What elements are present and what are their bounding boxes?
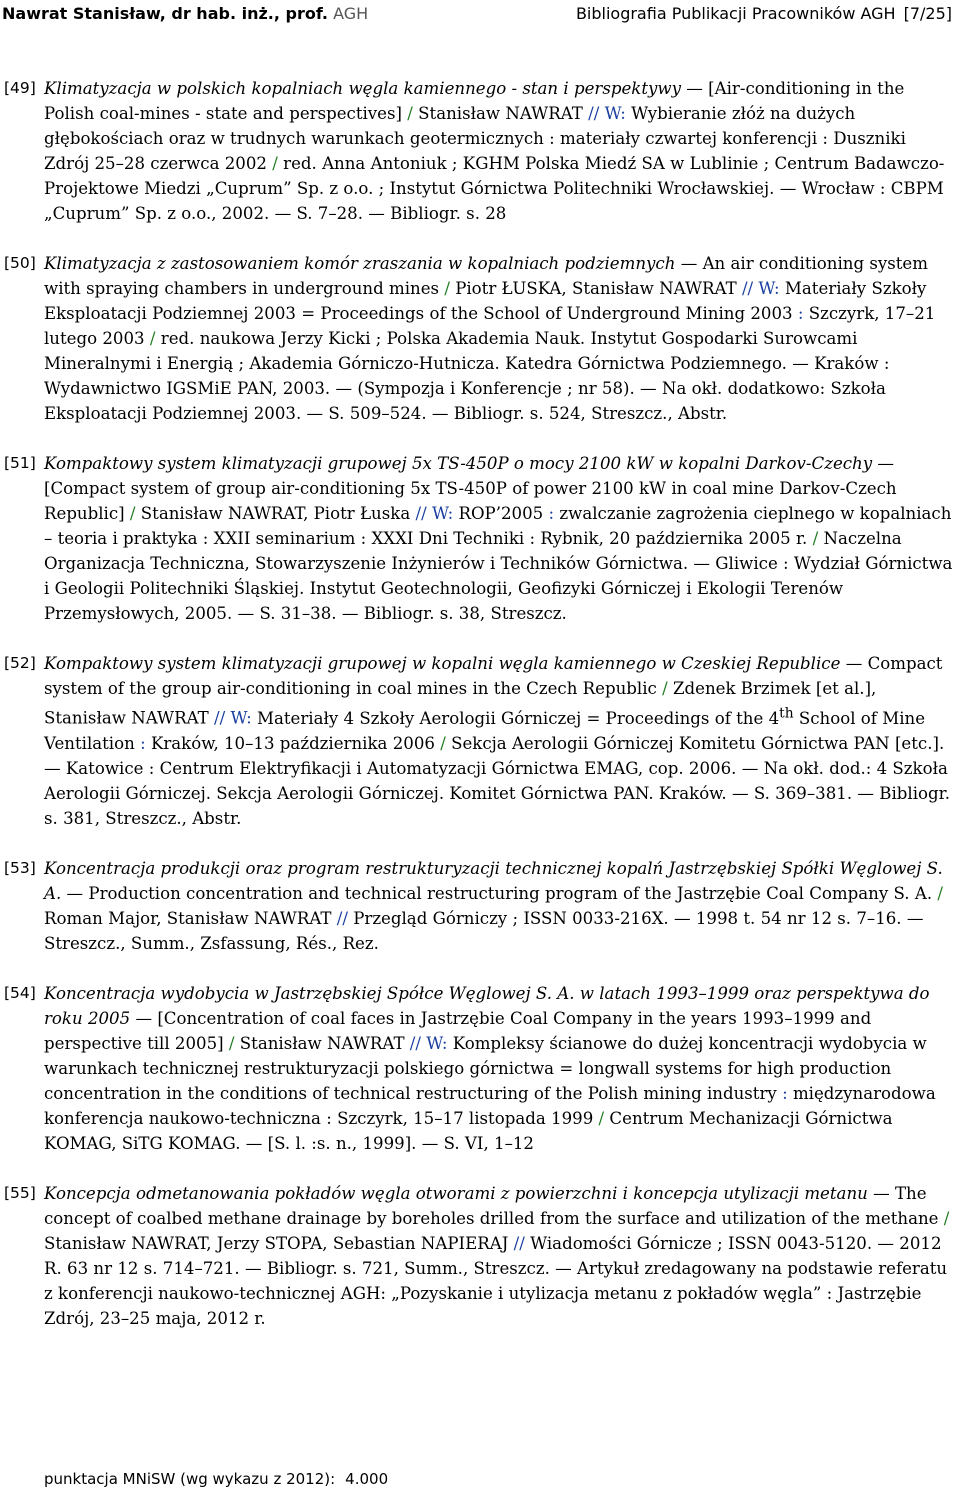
entry-in-separator: // W:: [741, 279, 780, 298]
entry-pages: S. 31–38.: [259, 604, 337, 623]
entry-dash: —: [857, 783, 874, 803]
entry-number: [52]: [4, 654, 36, 672]
entry-colon: :: [782, 1083, 788, 1103]
entry-title: Kompaktowy system klimatyzacji grupowej 5x TS-450P o mocy 2100 kW w kopalni Darkov-Czechy: [44, 454, 873, 473]
entry-notes: Streszcz., Summ., Zsfassung, Rés., Rez.: [44, 933, 379, 953]
entry-colon: :: [140, 733, 146, 753]
entry-dash: —: [555, 1258, 572, 1278]
page-header: [0, 4, 960, 32]
entry-dash: —: [341, 604, 359, 623]
entry-dash: —: [237, 604, 255, 623]
entry-notes: Bibliogr. s. 721, Summ., Streszcz.: [266, 1258, 550, 1278]
entry-number: [53]: [4, 858, 36, 877]
entry-slash: /: [407, 104, 413, 123]
entry-dash: —: [845, 654, 863, 673]
entry-number: [50]: [4, 254, 36, 272]
entry-series: (Sympozja i Konferencje ; nr 58).: [357, 379, 635, 398]
entry-source: Przegląd Górniczy ; ISSN 0033-216X.: [353, 908, 669, 928]
entry-in-separator: //: [336, 908, 348, 928]
entry-colon: :: [548, 504, 555, 523]
score-value: 4.000: [345, 1470, 389, 1488]
entry-dash: —: [680, 254, 698, 273]
entry-dash: —: [66, 883, 84, 903]
entry-source: ROP’2005: [458, 504, 544, 523]
entry-dash: —: [245, 1133, 263, 1153]
entry-dash: —: [741, 758, 759, 778]
entry-volume: 1998 t. 54 nr 12 s. 7–16.: [695, 908, 902, 928]
entry-note: Artykuł zredagowany na podstawie referatu z konferencji naukowo-technicznej AGH: „Pozyskanie i utylizacja metanu z pokładów węgla” : Jastrzębie Zdrój, 23–25 maja, 2012 r.: [44, 1258, 948, 1328]
entry-number: [55]: [4, 1183, 36, 1202]
bibliography-entry-52: [0, 651, 960, 831]
entry-editors: red. Anna Antoniuk ; KGHM Polska Miedź SA w Lublinie ; Centrum Badawczo-Projektowe Miedzi „Cuprum” Sp. z o.o. ; Instytut Górnictwa Politechniki Wrocławskiej.: [44, 154, 945, 198]
entry-dash: —: [306, 404, 324, 423]
entry-dash: —: [335, 379, 353, 398]
entry-editors: Sekcja Aerologii Górniczej Komitetu Górnictwa PAN [etc.].: [451, 733, 945, 753]
entry-dash: —: [244, 1258, 262, 1278]
entry-translation: Compact system of the group air-conditioning in coal mines in the Czech Republic: [44, 654, 943, 698]
entry-dash: —: [640, 379, 657, 398]
entry-colon: :: [797, 304, 804, 323]
entry-place: Szczyrk, 17–21 lutego 2003: [44, 304, 936, 348]
entry-title: Klimatyzacja w polskich kopalniach węgla kamiennego - stan i perspektywy: [44, 79, 681, 98]
entry-notes: Bibliogr. s. 38, Streszcz.: [363, 604, 567, 623]
score-footer: [44, 1470, 388, 1488]
entry-in-separator: // W:: [415, 504, 454, 523]
entry-in-separator: // W:: [409, 1033, 448, 1053]
entry-slash: /: [598, 1108, 605, 1128]
entry-pages: S. 509–524.: [328, 404, 427, 423]
entry-dash: —: [274, 204, 292, 223]
entry-pages: S. VI, 1–12: [443, 1133, 534, 1153]
bibliography-entry-49: [0, 76, 960, 226]
entry-authors: Stanisław NAWRAT, Jerzy STOPA, Sebastian NAPIERAJ: [44, 1233, 509, 1253]
entry-dash: —: [135, 1008, 153, 1028]
entry-dash: —: [906, 908, 924, 928]
entry-translation: The concept of coalbed methane drainage by boreholes drilled from the surface and utilization of the methane: [44, 1183, 939, 1228]
author-heading: [2, 4, 368, 23]
entry-source: Wiadomości Górnicze ; ISSN 0043-5120.: [530, 1233, 873, 1253]
entry-title: Koncentracja wydobycia w Jastrzębskiej Spółce Węglowej S. A. w latach 1993–1999 oraz perspektywa do roku 2005: [44, 983, 930, 1028]
entry-source: Kompleksy ścianowe do dużej koncentracji wydobycia w warunkach technicznej restrukturyzacji polskiego górnictwa = longwall systems for high production concentration in the conditions of technical restructuring of the Polish mining industry: [44, 1033, 927, 1103]
bibliography-entry-50: [0, 251, 960, 426]
entry-pages: S. 7–28.: [296, 204, 364, 223]
entry-translation: Production concentration and technical restructuring program of the Jastrzębie Coal Company S. A.: [88, 883, 933, 903]
bibliography-title: Bibliografia Publikacji Pracowników AGH: [575, 4, 896, 23]
entry-in-separator: // W:: [588, 104, 626, 123]
entry-dash: —: [792, 354, 809, 373]
bibliography-entry-53: [0, 856, 960, 956]
entry-authors: Stanisław NAWRAT: [239, 1033, 405, 1053]
entry-slash: /: [444, 279, 450, 298]
entry-translation: An air conditioning system with spraying chambers in underground mines: [44, 254, 928, 298]
entry-note: Na okł. dod.: 4 Szkoła Aerologii Górniczej. Sekcja Aerologii Górniczej. Komitet Górnictwa PAN. Kraków.: [44, 758, 948, 803]
entry-editors: red. naukowa Jerzy Kicki ; Polska Akademia Nauk. Instytut Gospodarki Surowcami Mineralnymi i Energią ; Akademia Górniczo-Hutnicza. Katedra Górnictwa Podziemnego.: [44, 329, 858, 373]
bibliography-entry-54: [0, 981, 960, 1156]
entry-slash: /: [440, 733, 446, 753]
entry-notes: Bibliogr. s. 524, Streszcz., Abstr.: [453, 404, 728, 423]
entry-authors: Roman Major, Stanisław NAWRAT: [44, 908, 332, 928]
entry-source: Materiały Szkoły Eksploatacji Podziemnej 2003 = Proceedings of the School of Underground Mining 2003: [44, 279, 927, 323]
entry-title: Koncepcja odmetanowania pokładów węgla otworami z powierzchni i koncepcja utylizacji metanu: [44, 1183, 868, 1203]
entry-dash: —: [368, 204, 385, 223]
score-label: punktacja MNiSW (wg wykazu z 2012):: [44, 1470, 336, 1488]
entry-title: Koncentracja produkcji oraz program restrukturyzacji technicznej kopalń Jastrzębskiej Spółki Węglowej S. A.: [44, 858, 943, 903]
author-affiliation: AGH: [333, 4, 369, 23]
entry-dash: —: [779, 179, 797, 198]
entry-source-superscript: th: [779, 705, 794, 721]
entry-dash: —: [873, 1183, 890, 1203]
entry-source-part: School of Mine Ventilation: [44, 708, 926, 753]
entry-number: [51]: [4, 454, 36, 472]
entry-authors: Piotr ŁUSKA, Stanisław NAWRAT: [455, 279, 737, 298]
entry-number: [49]: [4, 79, 36, 97]
entry-authors: Stanisław NAWRAT, Piotr Łuska: [140, 504, 411, 523]
entry-subtitle: międzynarodowa konferencja naukowo-techniczna : Szczyrk, 15–17 listopada 1999: [44, 1083, 936, 1128]
entry-source-part: Materiały 4 Szkoły Aerologii Górniczej = Proceedings of the 4: [256, 708, 780, 728]
entry-dash: —: [421, 1133, 439, 1153]
bibliography-entry-51: [0, 451, 960, 626]
entry-notes: Bibliogr. s. 28: [390, 204, 507, 223]
entry-dash: —: [431, 404, 449, 423]
entry-in-separator: //: [513, 1233, 525, 1253]
entry-dash: —: [686, 79, 703, 98]
author-name: Nawrat Stanisław, dr hab. inż., prof.: [2, 4, 328, 23]
entry-slash: /: [149, 329, 156, 348]
entry-title: Klimatyzacja z zastosowaniem komór zraszania w kopalniach podziemnych: [44, 254, 676, 273]
entry-volume: 2012 R. 63 nr 12 s. 714–721.: [44, 1233, 942, 1278]
entry-dash: —: [674, 908, 691, 928]
entry-publisher: Kraków : Wydawnictwo IGSMiE PAN, 2003.: [44, 354, 890, 398]
entry-slash: /: [812, 529, 819, 548]
entry-translation: [Concentration of coal faces in Jastrzębie Coal Company in the years 1993–1999 and perspective till 2005]: [44, 1008, 872, 1053]
entry-slash: /: [228, 1033, 235, 1053]
entry-source: Wybieranie złóż na dużych głębokościach oraz w trudnych warunkach geotermicznych : materiały czwartej konferencji : Duszniki Zdrój 25–28 czerwca 2002: [44, 104, 906, 173]
entry-dash: —: [44, 758, 61, 778]
entry-publisher: Gliwice : Wydział Górnictwa i Geologii Politechniki Śląskiej. Instytut Geotechnologii, Geofizyki Górniczej i Ekologii Terenów Przemysłowych, 2005.: [44, 554, 953, 623]
entry-publisher: Wrocław : CBPM „Cuprum” Sp. z o.o., 2002.: [44, 179, 944, 223]
entry-dash: —: [877, 1233, 894, 1253]
document-title: [576, 4, 952, 23]
entry-translation: [Air-conditioning in the Polish coal-mines - state and perspectives]: [44, 79, 905, 123]
entry-slash: /: [943, 1208, 950, 1228]
entry-slash: /: [662, 679, 668, 698]
entry-dash: —: [693, 554, 710, 573]
bibliography-list: [0, 76, 960, 1356]
entry-place: Kraków, 10–13 października 2006: [150, 733, 435, 753]
entry-publisher: Katowice : Centrum Elektryfikacji i Automatyzacji Górnictwa EMAG, cop. 2006.: [65, 758, 737, 778]
entry-dash: —: [877, 454, 894, 473]
entry-note: Na okł. dodatkowo: Szkoła Eksploatacji Podziemnej 2003.: [44, 379, 886, 423]
entry-title: Kompaktowy system klimatyzacji grupowej w kopalni węgla kamiennego w Czeskiej Republice: [44, 654, 841, 673]
entry-editors: Centrum Mechanizacji Górnictwa KOMAG, SiTG KOMAG.: [44, 1108, 893, 1153]
entry-in-separator: // W:: [214, 708, 252, 728]
entry-dash: —: [731, 783, 749, 803]
entry-publisher: [S. l. :s. n., 1999].: [267, 1133, 417, 1153]
entry-authors: Stanisław NAWRAT: [418, 104, 583, 123]
page-indicator: [7/25]: [903, 4, 952, 23]
entry-notes: Bibliogr. s. 381, Streszcz., Abstr.: [44, 783, 950, 828]
entry-subtitle: zwalczanie zagrożenia cieplnego w kopalniach – teoria i praktyka : XXII seminarium : XXXI Dni Techniki : Rybnik, 20 października 2005 r.: [44, 504, 952, 548]
entry-number: [54]: [4, 983, 36, 1002]
entry-editors: Naczelna Organizacja Techniczna, Stowarzyszenie Inżynierów i Techników Górnictwa.: [44, 529, 902, 573]
entry-authors: Zdenek Brzimek [et al.], Stanisław NAWRAT: [44, 679, 877, 728]
entry-pages: S. 369–381.: [753, 783, 853, 803]
entry-slash: /: [272, 154, 278, 173]
entry-slash: /: [937, 883, 943, 903]
entry-slash: /: [129, 504, 136, 523]
entry-translation: [Compact system of group air-conditioning 5x TS-450P of power 2100 kW in coal mine Darkov-Czech Republic]: [44, 479, 897, 523]
bibliography-entry-55: [0, 1181, 960, 1331]
